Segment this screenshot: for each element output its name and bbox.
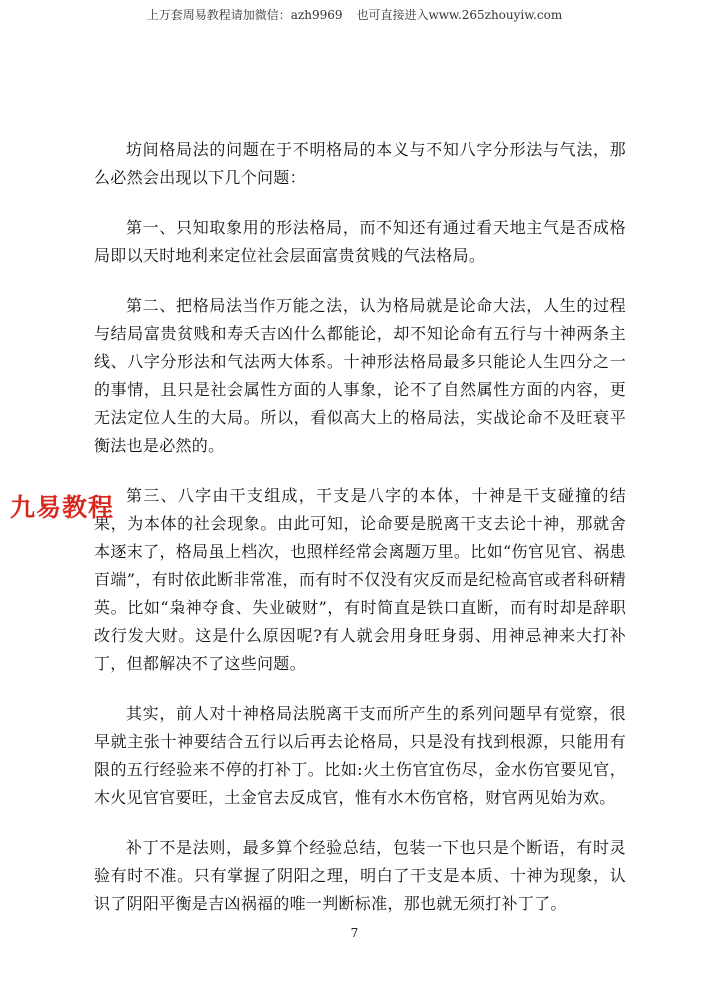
paragraph-conclusion: 补丁不是法则，最多算个经验总结，包装一下也只是个断语，有时灵验有时不准。只有掌握了阴阳之理，明白了干支是本质、十神为现象，认识了阴阳平衡是吉凶祸福的唯一判断标准，那也就无须打补丁了。 (94, 838, 626, 913)
paragraph-point-three: 第三、八字由干支组成，干支是八字的本体，十神是干支碰撞的结果，为本体的社会现象。由此可知，论命要是脱离干支去论十神，那就舍本逐末了，格局虽上档次，也照样经常会离题万里。比如“伤官见官、祸患百端”，有时依此断非常准，而有时不仅没有灾反而是纪检高官或者科研精英。比如“枭神夺食、失业破财”，有时简直是铁口直断，而有时却是辞职改行发大财。这是什么原因呢?有人就会用身旺身弱、用神忌神来大打补丁，但都解决不了这些问题。 (94, 486, 626, 673)
page-header (0, 6, 709, 23)
header-website-text: 也可直接进入www.265zhouyiw.com (356, 8, 563, 22)
watermark-logo: 九易教程 (10, 493, 115, 522)
paragraph-predecessors: 其实，前人对十神格局法脱离干支而所产生的系列问题早有觉察，很早就主张十神要结合五行以后再去论格局，只是没有找到根源，只能用有限的五行经验来不停的打补丁。比如:火土伤官宜伤尽，金水伤官要见官，木火见官官要旺，土金官去反成官，惟有水木伤官格，财官两见始为欢。 (94, 704, 626, 807)
paragraph-intro: 坊间格局法的问题在于不明格局的本义与不知八字分形法与气法，那么必然会出现以下几个问题： (94, 140, 626, 187)
header-wechat-text: 上万套周易教程请加微信：azh9969 (146, 8, 343, 22)
paragraph-point-one: 第一、只知取象用的形法格局，而不知还有通过看天地主气是否成格局即以天时地利来定位社会层面富贵贫贱的气法格局。 (94, 218, 626, 265)
document-body (94, 136, 626, 940)
page-number: 7 (350, 926, 359, 940)
paragraph-point-two: 第二、把格局法当作万能之法，认为格局就是论命大法，人生的过程与结局富贵贫贱和寿夭吉凶什么都能论，却不知论命有五行与十神两条主线、八字分形法和气法两大体系。十神形法格局最多只能论人生四分之一的事情，且只是社会属性方面的人事象，论不了自然属性方面的内容，更无法定位人生的大局。所以，看似高大上的格局法，实战论命不及旺衰平衡法也是必然的。 (94, 296, 626, 455)
